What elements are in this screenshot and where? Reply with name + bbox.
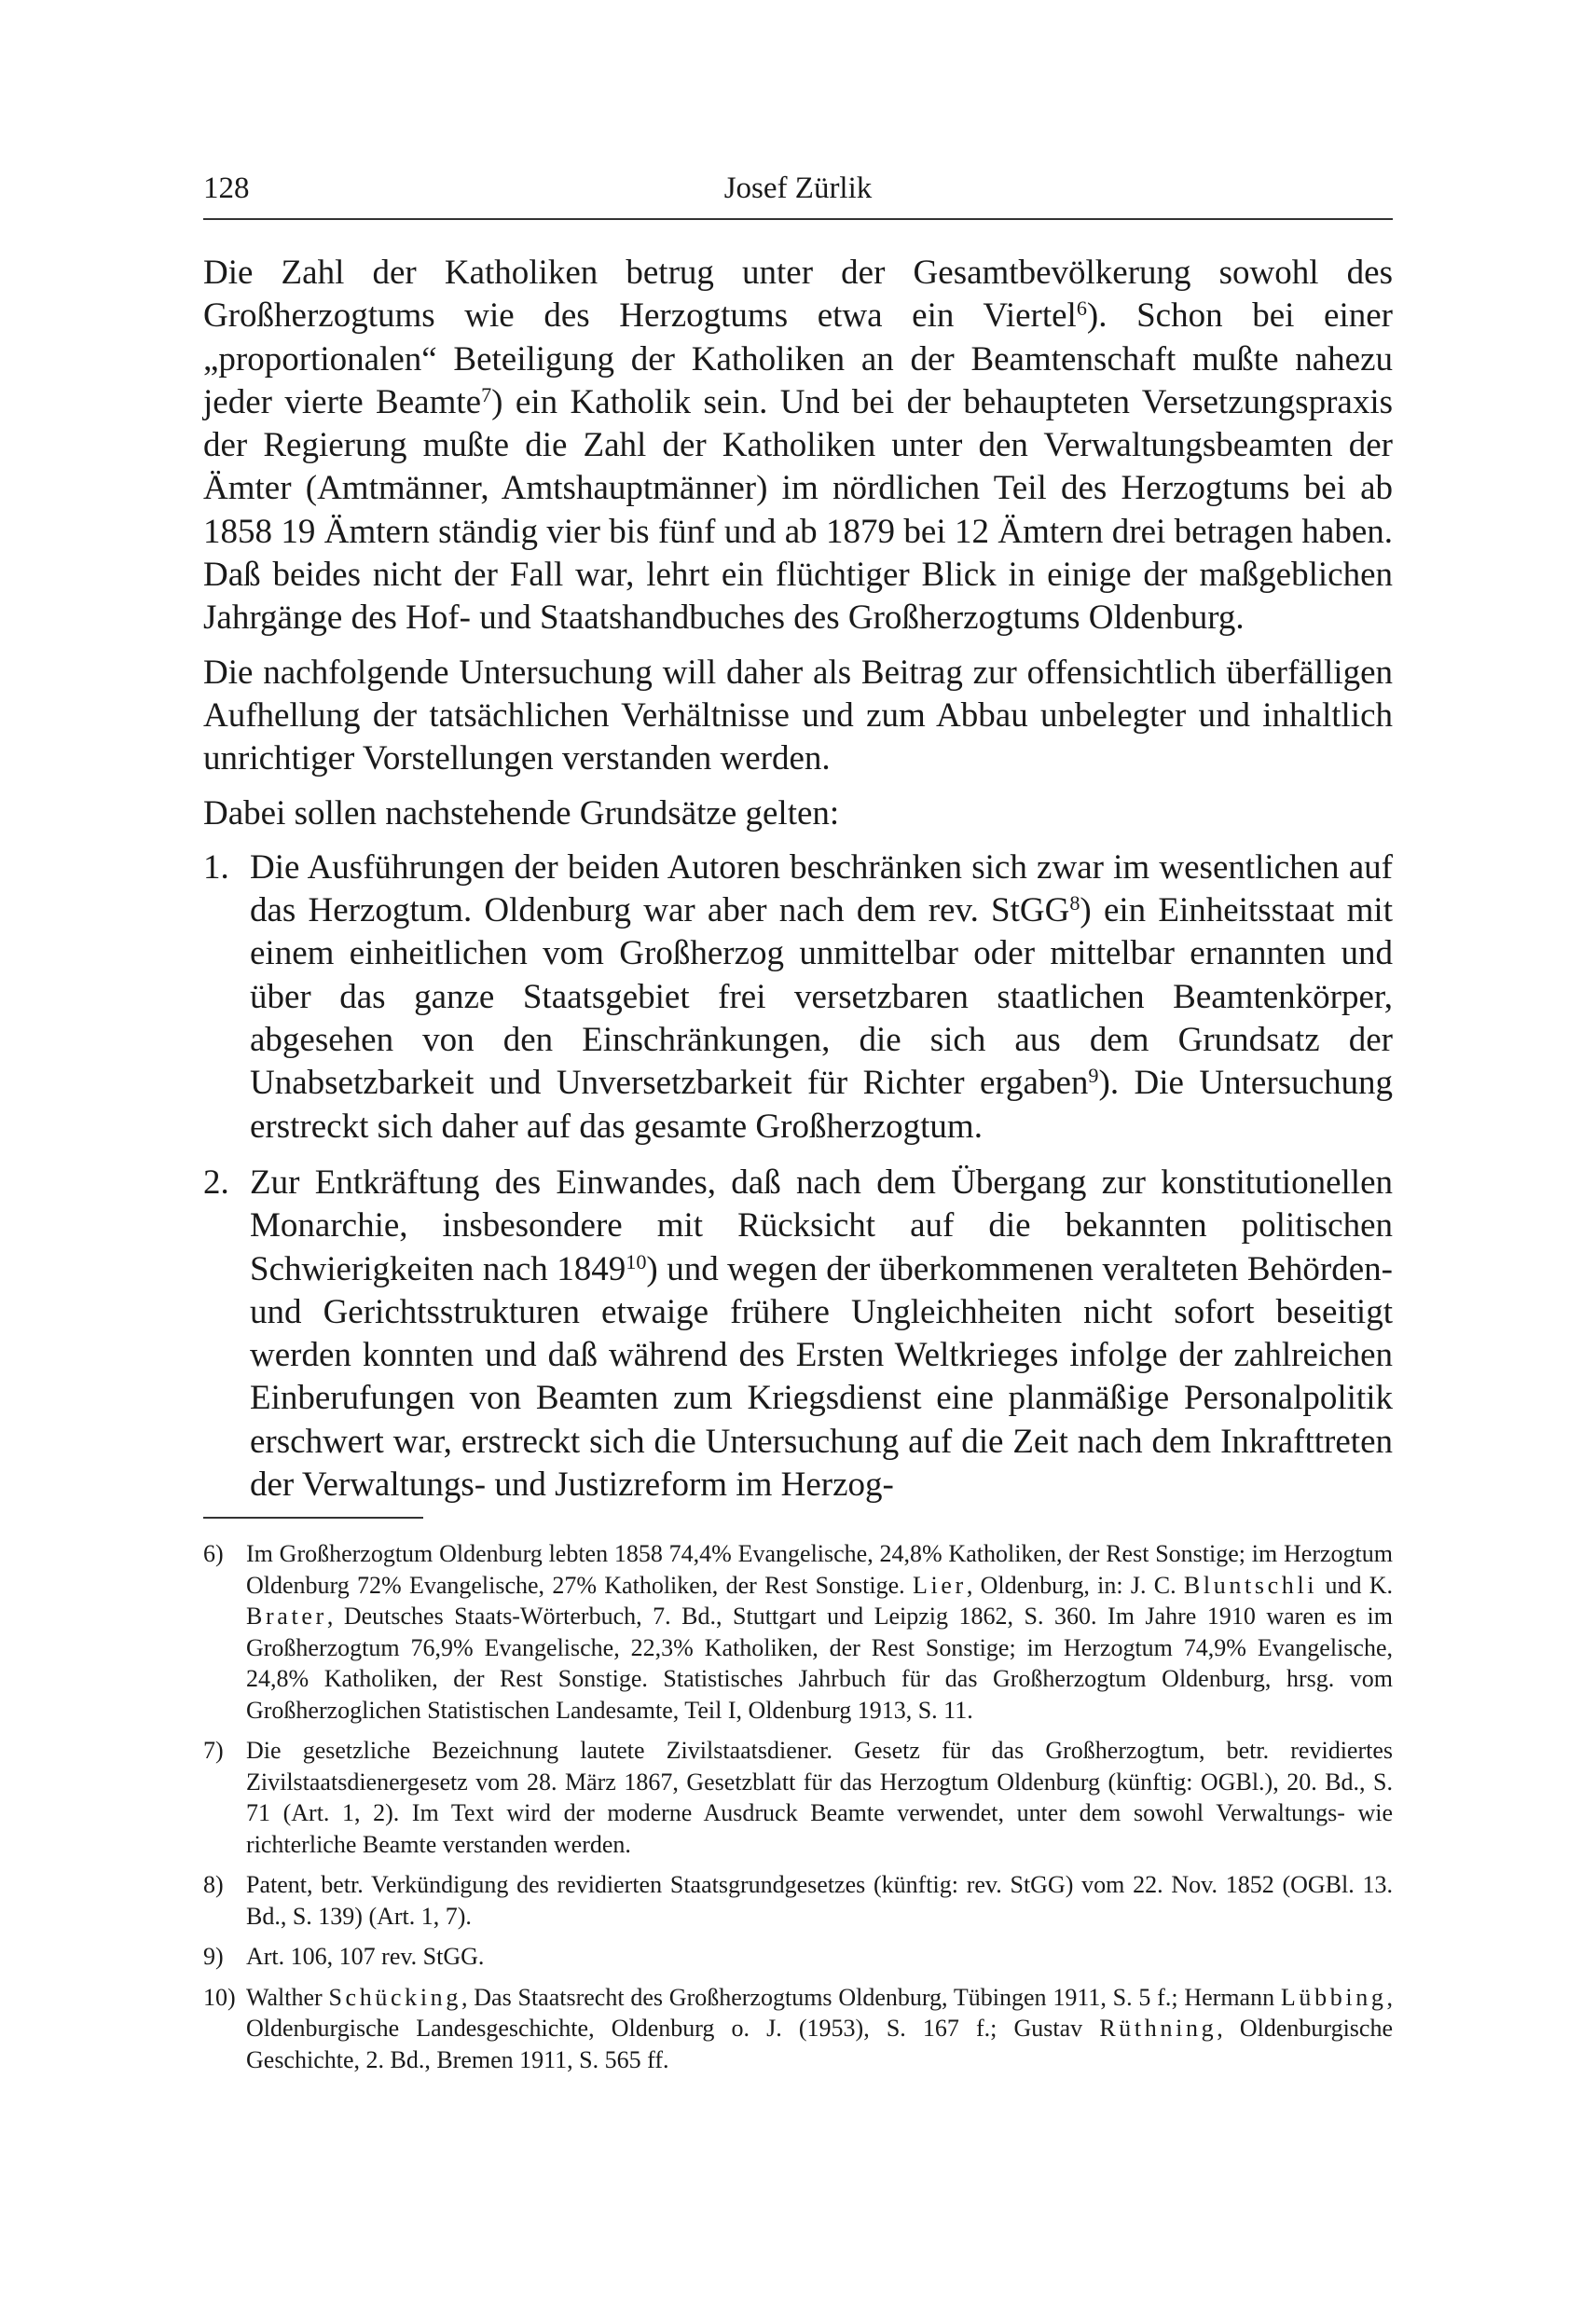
footnote-ref: 6: [1076, 296, 1087, 321]
author-name: Bluntschli: [1183, 1571, 1318, 1599]
text-run: Walther: [246, 1983, 329, 2011]
footnote-ref: 8: [1069, 890, 1080, 915]
footnote-mark: 9): [203, 1943, 224, 1970]
text-run: Zur Entkräftung des Einwandes, daß nach dem Übergang zur konstitutionellen Monarchie, insbesondere mit Rücksicht auf die bekannten politischen Schwierigkeiten nach 1849: [250, 1163, 1393, 1288]
text-run: Patent, betr. Verkündigung des revidierten Staatsgrundgesetzes (künftig: rev. StGG) vom 22. Nov. 1852 (OGBl. 13. Bd., S. 139) (Art. 1, 7).: [246, 1871, 1393, 1930]
author-name: Lübbing: [1280, 1983, 1387, 2011]
paragraph: [203, 252, 1393, 640]
author-name: Rüthning: [1099, 2015, 1218, 2042]
list-item: [203, 846, 1393, 1149]
text-run: Die Zahl der Katholiken betrug unter der Gesamtbevölkerung sowohl des Großherzogtums wie des Herzogtums etwa ein Viertel: [203, 254, 1393, 336]
footnote-mark: 6): [203, 1540, 224, 1567]
footnote-ref: 10: [626, 1249, 647, 1273]
footnote-8: [203, 1869, 1393, 1932]
main-text: [203, 252, 1393, 1520]
paragraph: Dabei sollen nachstehende Grundsätze gelten:: [203, 793, 840, 833]
footnote-6: [203, 1538, 1393, 1726]
text-run: , Deutsches Staats-Wörterbuch, 7. Bd., Stuttgart und Leipzig 1862, S. 360. Im Jahre 1910 waren es im Großherzogtum 76,9% Evangelische, 22,3% Katholiken, der Rest Sonstige; im Herzogtum 74,9% Evangelische, 24,8% Katholiken, der Rest Sonstige. Statistisches Jahrbuch für das Großherzogtum Oldenburg, hrsg. vom Großherzoglichen Statistischen Landesamte, Teil I, Oldenburg 1913, S. 11.: [246, 1603, 1393, 1724]
text-run: und K.: [1317, 1571, 1394, 1599]
text-run: , Oldenburgische Geschichte, 2. Bd., Bremen 1911, S. 565 ff.: [246, 2015, 1394, 2073]
footnote-ref: 7: [481, 382, 492, 406]
footnote-mark: 8): [203, 1871, 224, 1898]
list-item: [203, 1162, 1393, 1507]
footnote-mark: 10): [203, 1983, 236, 2011]
author-name: Brater: [246, 1603, 327, 1630]
author-name: Lier: [912, 1571, 967, 1599]
paragraph: Die nachfolgende Untersuchung will daher als Beitrag zur offensichtlich überfälligen Aufhellung der tatsächlichen Verhältnisse und zum Abbau unbelegter und inhaltlich unrichtiger Vorstellungen verstanden werden.: [203, 653, 1393, 778]
text-run: ) und wegen der überkommenen veralteten Behörden- und Gerichtsstrukturen etwaige frühere Ungleichheiten nicht sofort beseitigt werden konnten und daß während des Ersten Weltkrieges infolge der zahlreichen Einberufungen von Beamten zum Kriegsdienst eine planmäßige Personalpolitik erschwert war, erstreckt sich die Untersuchung auf die Zeit nach dem Inkrafttreten der Verwaltungs- und Justizreform im Herzog-: [250, 1249, 1394, 1505]
footnote-9: [203, 1941, 1393, 1973]
header-rule: [203, 218, 1393, 220]
text-run: ). Schon bei einer „proportionalen“ Beteiligung der Katholiken an der Beamtenschaft mußte nahezu jeder vierte Beamte: [203, 296, 1393, 421]
footnote-rule: [203, 1517, 423, 1519]
footnote-ref: 9: [1088, 1064, 1099, 1088]
footnotes: [203, 1538, 1393, 2085]
footnote-mark: 7): [203, 1737, 224, 1764]
text-run: Art. 106, 107 rev. StGG.: [246, 1943, 485, 1970]
principles-list: [203, 846, 1393, 1507]
footnote-7: [203, 1735, 1393, 1860]
author-name: Schücking: [328, 1983, 461, 2011]
page-number: 128: [203, 172, 250, 205]
text-run: , Oldenburgische Landesgeschichte, Oldenburg o. J. (1953), S. 167 f.; Gustav: [246, 1983, 1393, 2042]
list-number: 2.: [203, 1163, 229, 1202]
list-number: 1.: [203, 847, 229, 887]
text-run: ) ein Einheitsstaat mit einem einheitlichen vom Großherzog unmittelbar oder mittelbar ernannten und über das ganze Staatsgebiet frei versetzbaren staatlichen Beamtenkörper, abgesehen von den Einschränkungen, die sich aus dem Grundsatz der Unabsetzbarkeit und Unversetzbarkeit für Richter ergaben: [250, 891, 1393, 1103]
text-run: ) ein Katholik sein. Und bei der behaupteten Versetzungspraxis der Regierung mußte die Zahl der Katholiken unter den Verwaltungsbeamten der Ämter (Amtmänner, Amtshauptmänner) im nördlichen Teil des Herzogtums bei ab 1858 19 Ämtern ständig vier bis fünf und ab 1879 bei 12 Ämtern drei betragen haben. Daß beides nicht der Fall war, lehrt ein flüchtiger Blick in einige der maßgeblichen Jahrgänge des Hof- und Staatshandbuches des Großherzogtums Oldenburg.: [203, 382, 1393, 638]
running-head: Josef Zürlik: [723, 172, 873, 205]
page-header: [203, 166, 1393, 211]
text-run: , Das Staatsrecht des Großherzogtums Oldenburg, Tübingen 1911, S. 5 f.; Hermann: [461, 1983, 1281, 2011]
text-run: Die gesetzliche Bezeichnung lautete Zivilstaatsdiener. Gesetz für das Großherzogtum, betr. revidiertes Zivilstaatsdienergesetz vom 28. März 1867, Gesetzblatt für das Herzogtum Oldenburg (künftig: OGBl.), 20. Bd., S. 71 (Art. 1, 2). Im Text wird der moderne Ausdruck Beamte verwendet, unter dem sowohl Verwaltungs- wie richterliche Beamte verstanden werden.: [246, 1737, 1393, 1858]
text-run: , Oldenburg, in: J. C.: [966, 1571, 1184, 1599]
text-run: Im Großherzogtum Oldenburg lebten 1858 74,4% Evangelische, 24,8% Katholiken, der Rest Sonstige; im Herzogtum Oldenburg 72% Evangelische, 27% Katholiken, der Rest Sonstige.: [246, 1540, 1393, 1599]
text-run: ). Die Untersuchung erstreckt sich daher auf das gesamte Großherzogtum.: [250, 1064, 1393, 1146]
footnote-10: [203, 1982, 1393, 2076]
text-run: Die Ausführungen der beiden Autoren beschränken sich zwar im wesentlichen auf das Herzogtum. Oldenburg war aber nach dem rev. StGG: [250, 847, 1393, 930]
